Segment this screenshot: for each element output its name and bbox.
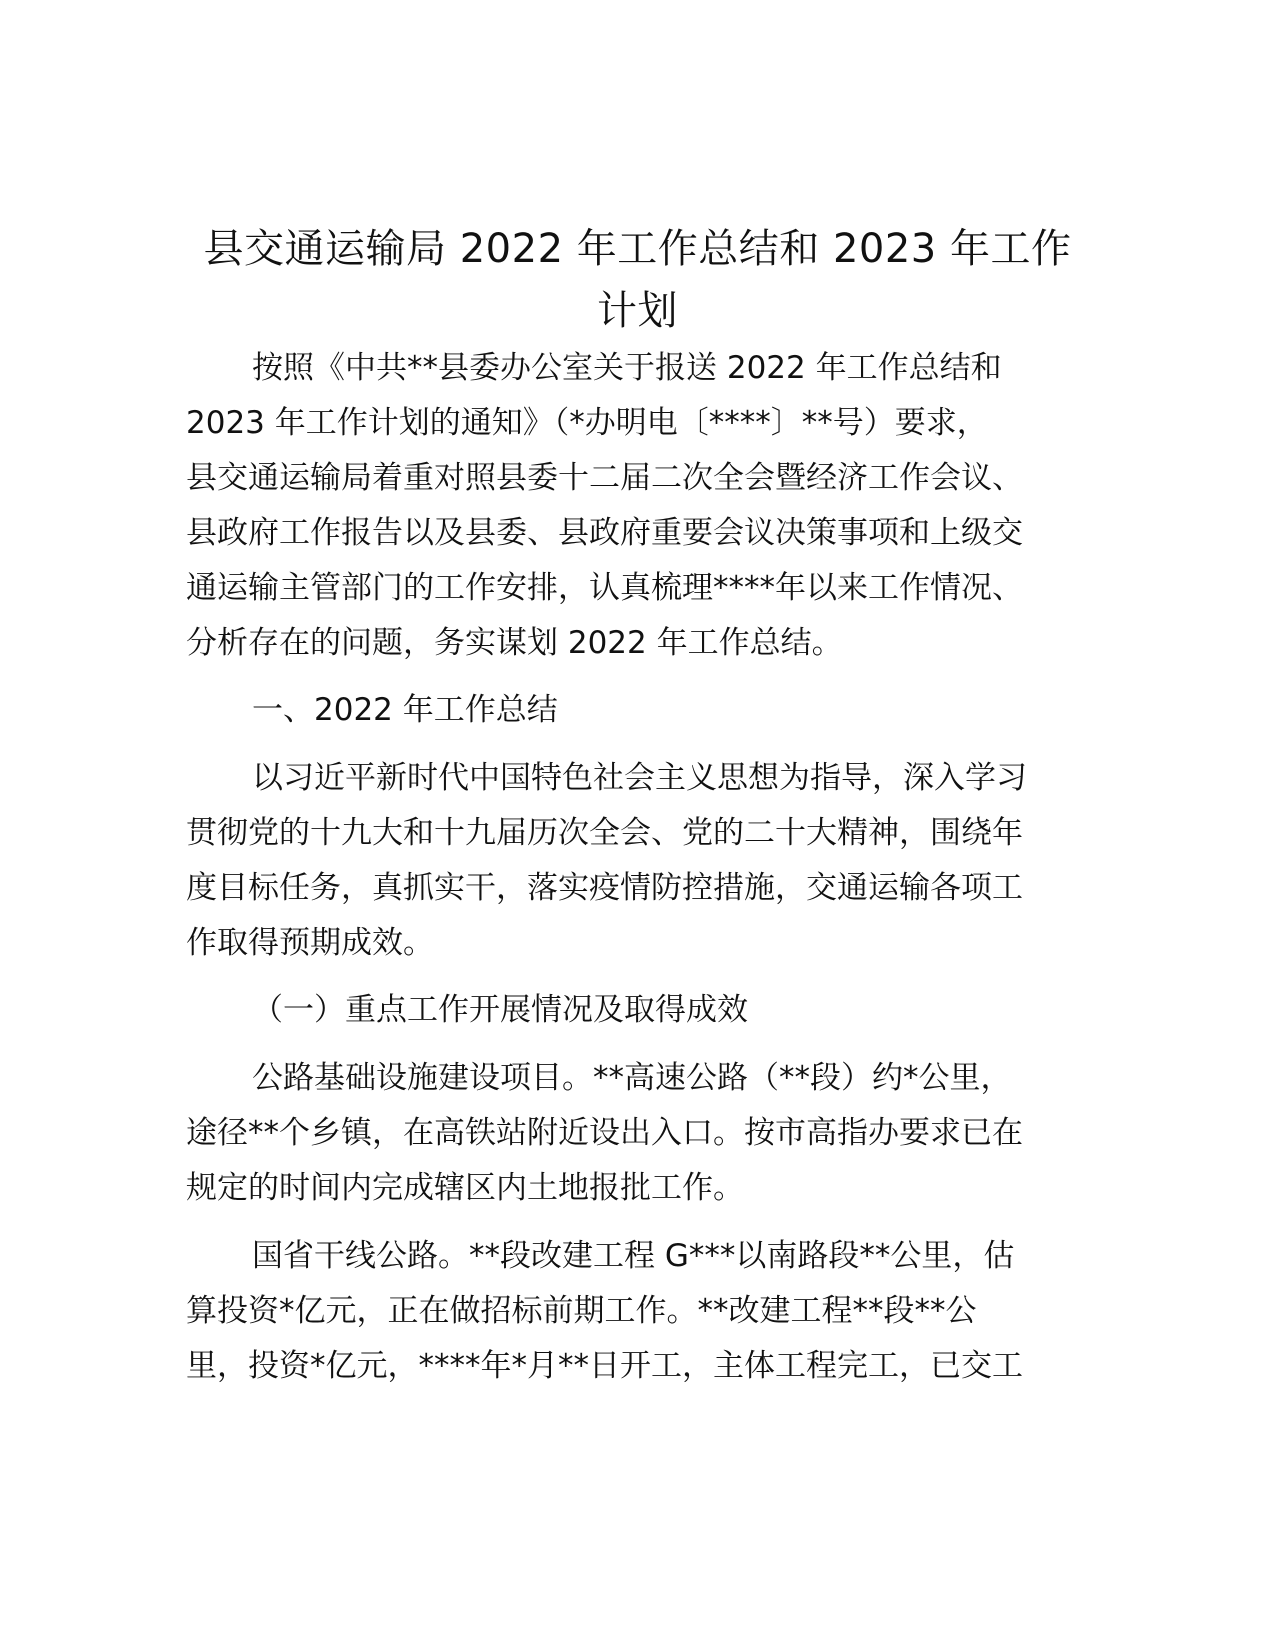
para-3-line-3: 规定的时间内完成辖区内土地报批工作。	[186, 1170, 744, 1206]
para-1-line-4: 县政府工作报告以及县委、县政府重要会议决策事项和上级交	[186, 515, 1023, 551]
para-2-line-3: 度目标任务，真抓实干，落实疫情防控措施，交通运输各项工	[186, 870, 1023, 906]
subsection-heading-1: （一）重点工作开展情况及取得成效	[252, 992, 748, 1028]
para-1-line-1: 按照《中共**县委办公室关于报送 2022 年工作总结和	[252, 350, 1002, 386]
para-1-line-6: 分析存在的问题，务实谋划 2022 年工作总结。	[186, 625, 843, 661]
title-line-1: 县交通运输局 2022 年工作总结和 2023 年工作	[203, 226, 1072, 272]
para-4-line-1: 国省干线公路。**段改建工程 G***以南路段**公里，估	[252, 1238, 1015, 1274]
para-2-line-4: 作取得预期成效。	[186, 925, 434, 961]
para-1-line-5: 通运输主管部门的工作安排，认真梳理****年以来工作情况、	[186, 570, 1023, 606]
para-1-line-2: 2023 年工作计划的通知》（*办明电〔****〕**号）要求，	[186, 405, 988, 441]
para-2-line-2: 贯彻党的十九大和十九届历次全会、党的二十大精神，围绕年	[186, 815, 1023, 851]
document-title	[160, 218, 1115, 342]
section-heading-1: 一、2022 年工作总结	[252, 692, 558, 728]
para-2-line-1: 以习近平新时代中国特色社会主义思想为指导，深入学习	[252, 760, 1027, 796]
para-1-line-3: 县交通运输局着重对照县委十二届二次全会暨经济工作会议、	[186, 460, 1023, 496]
para-4-line-3: 里，投资*亿元，****年*月**日开工，主体工程完工，已交工	[186, 1348, 1023, 1384]
title-line-2: 计划	[597, 288, 678, 334]
para-3-line-2: 途径**个乡镇，在高铁站附近设出入口。按市高指办要求已在	[186, 1115, 1023, 1151]
para-4-line-2: 算投资*亿元，正在做招标前期工作。**改建工程**段**公	[186, 1293, 977, 1329]
para-3-line-1: 公路基础设施建设项目。**高速公路（**段）约*公里，	[252, 1060, 1012, 1096]
